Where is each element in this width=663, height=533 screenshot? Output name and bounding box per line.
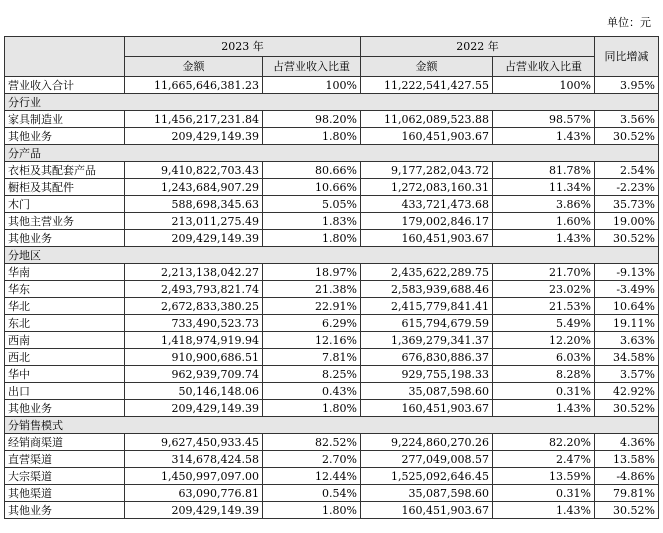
share-current: 12.44% — [263, 468, 361, 485]
row-label: 华南 — [5, 264, 125, 281]
amount-current: 209,429,149.39 — [125, 400, 263, 417]
section-title: 分地区 — [5, 247, 125, 264]
header-row-years — [5, 37, 659, 57]
yoy: 2.54% — [595, 162, 659, 179]
share-prior: 98.57% — [493, 111, 595, 128]
share-current: 82.52% — [263, 434, 361, 451]
table-row — [5, 111, 659, 128]
header-blank — [5, 37, 125, 77]
amount-current: 588,698,345.63 — [125, 196, 263, 213]
yoy: 3.57% — [595, 366, 659, 383]
amount-prior: 9,224,860,270.26 — [361, 434, 493, 451]
yoy: 10.64% — [595, 298, 659, 315]
table-row — [5, 451, 659, 468]
row-label: 其他业务 — [5, 502, 125, 519]
table-row — [5, 213, 659, 230]
amount-prior: 615,794,679.59 — [361, 315, 493, 332]
row-label: 华北 — [5, 298, 125, 315]
share-prior: 1.43% — [493, 502, 595, 519]
share-prior: 1.60% — [493, 213, 595, 230]
row-label: 其他业务 — [5, 400, 125, 417]
share-current: 1.80% — [263, 128, 361, 145]
section-fill — [125, 417, 659, 434]
section-title: 分产品 — [5, 145, 125, 162]
amount-current: 209,429,149.39 — [125, 502, 263, 519]
row-label: 西北 — [5, 349, 125, 366]
amount-prior: 35,087,598.60 — [361, 485, 493, 502]
amount-prior: 2,435,622,289.75 — [361, 264, 493, 281]
table-row — [5, 196, 659, 213]
amount-prior: 1,272,083,160.31 — [361, 179, 493, 196]
amount-prior: 35,087,598.60 — [361, 383, 493, 400]
amount-prior: 1,369,279,341.37 — [361, 332, 493, 349]
amount-prior: 433,721,473.68 — [361, 196, 493, 213]
yoy: 30.52% — [595, 128, 659, 145]
amount-current: 1,418,974,919.94 — [125, 332, 263, 349]
row-label: 大宗渠道 — [5, 468, 125, 485]
share-prior: 13.59% — [493, 468, 595, 485]
yoy: -4.86% — [595, 468, 659, 485]
share-current: 1.80% — [263, 502, 361, 519]
share-current: 8.25% — [263, 366, 361, 383]
amount-prior: 9,177,282,043.72 — [361, 162, 493, 179]
table-row — [5, 434, 659, 451]
amount-prior: 676,830,886.37 — [361, 349, 493, 366]
yoy: 30.52% — [595, 502, 659, 519]
share-current: 98.20% — [263, 111, 361, 128]
row-label: 华东 — [5, 281, 125, 298]
header-yoy: 同比增减 — [595, 37, 659, 77]
amount-prior: 160,451,903.67 — [361, 230, 493, 247]
section-header-row — [5, 247, 659, 264]
yoy: 34.58% — [595, 349, 659, 366]
amount-current: 209,429,149.39 — [125, 230, 263, 247]
amount-current: 9,410,822,703.43 — [125, 162, 263, 179]
share-prior: 1.43% — [493, 400, 595, 417]
table-row — [5, 468, 659, 485]
yoy: -3.49% — [595, 281, 659, 298]
share-prior: 6.03% — [493, 349, 595, 366]
amount-current: 733,490,523.73 — [125, 315, 263, 332]
table-row — [5, 502, 659, 519]
total-amount-current: 11,665,646,381.23 — [125, 77, 263, 94]
header-year-current: 2023 年 — [125, 37, 361, 57]
amount-current: 1,243,684,907.29 — [125, 179, 263, 196]
yoy: 79.81% — [595, 485, 659, 502]
share-prior: 81.78% — [493, 162, 595, 179]
yoy: 30.52% — [595, 400, 659, 417]
header-year-prior: 2022 年 — [361, 37, 595, 57]
share-current: 22.91% — [263, 298, 361, 315]
amount-current: 11,456,217,231.84 — [125, 111, 263, 128]
table-row — [5, 298, 659, 315]
total-share-prior: 100% — [493, 77, 595, 94]
amount-prior: 179,002,846.17 — [361, 213, 493, 230]
total-row — [5, 77, 659, 94]
share-current: 18.97% — [263, 264, 361, 281]
header-share-prior: 占营业收入比重 — [493, 57, 595, 77]
revenue-table — [4, 36, 659, 519]
amount-current: 213,011,275.49 — [125, 213, 263, 230]
yoy: 19.00% — [595, 213, 659, 230]
section-header-row — [5, 94, 659, 111]
table-row — [5, 230, 659, 247]
share-current: 12.16% — [263, 332, 361, 349]
amount-prior: 160,451,903.67 — [361, 400, 493, 417]
row-label: 其他主营业务 — [5, 213, 125, 230]
amount-prior: 929,755,198.33 — [361, 366, 493, 383]
share-prior: 82.20% — [493, 434, 595, 451]
row-label: 衣柜及其配套产品 — [5, 162, 125, 179]
share-prior: 21.70% — [493, 264, 595, 281]
row-label: 东北 — [5, 315, 125, 332]
share-prior: 1.43% — [493, 128, 595, 145]
share-prior: 1.43% — [493, 230, 595, 247]
table-row — [5, 179, 659, 196]
amount-prior: 11,062,089,523.88 — [361, 111, 493, 128]
section-title: 分销售模式 — [5, 417, 125, 434]
header-share-current: 占营业收入比重 — [263, 57, 361, 77]
share-current: 2.70% — [263, 451, 361, 468]
row-label: 家具制造业 — [5, 111, 125, 128]
total-yoy: 3.95% — [595, 77, 659, 94]
table-row — [5, 162, 659, 179]
unit-label: 单位：元 — [607, 16, 651, 29]
amount-prior: 1,525,092,646.45 — [361, 468, 493, 485]
yoy: 4.36% — [595, 434, 659, 451]
yoy: -2.23% — [595, 179, 659, 196]
header-amount-prior: 金额 — [361, 57, 493, 77]
amount-current: 314,678,424.58 — [125, 451, 263, 468]
yoy: 3.63% — [595, 332, 659, 349]
total-share-current: 100% — [263, 77, 361, 94]
share-current: 7.81% — [263, 349, 361, 366]
yoy: 35.73% — [595, 196, 659, 213]
yoy: 3.56% — [595, 111, 659, 128]
amount-current: 962,939,709.74 — [125, 366, 263, 383]
amount-prior: 160,451,903.67 — [361, 128, 493, 145]
share-prior: 21.53% — [493, 298, 595, 315]
share-current: 0.43% — [263, 383, 361, 400]
share-current: 5.05% — [263, 196, 361, 213]
share-current: 21.38% — [263, 281, 361, 298]
share-current: 0.54% — [263, 485, 361, 502]
table-row — [5, 485, 659, 502]
amount-current: 209,429,149.39 — [125, 128, 263, 145]
amount-prior: 2,583,939,688.46 — [361, 281, 493, 298]
section-header-row — [5, 417, 659, 434]
table-row — [5, 128, 659, 145]
share-current: 80.66% — [263, 162, 361, 179]
row-label: 直营渠道 — [5, 451, 125, 468]
row-label: 经销商渠道 — [5, 434, 125, 451]
row-label: 橱柜及其配件 — [5, 179, 125, 196]
section-title: 分行业 — [5, 94, 125, 111]
table-row — [5, 349, 659, 366]
yoy: 30.52% — [595, 230, 659, 247]
share-current: 1.83% — [263, 213, 361, 230]
amount-current: 2,493,793,821.74 — [125, 281, 263, 298]
yoy: -9.13% — [595, 264, 659, 281]
share-prior: 0.31% — [493, 485, 595, 502]
amount-current: 63,090,776.81 — [125, 485, 263, 502]
table-row — [5, 400, 659, 417]
row-label: 其他渠道 — [5, 485, 125, 502]
share-prior: 5.49% — [493, 315, 595, 332]
row-label: 出口 — [5, 383, 125, 400]
row-label: 西南 — [5, 332, 125, 349]
table-row — [5, 366, 659, 383]
amount-prior: 277,049,008.57 — [361, 451, 493, 468]
share-prior: 12.20% — [493, 332, 595, 349]
share-current: 6.29% — [263, 315, 361, 332]
section-fill — [125, 94, 659, 111]
table-row — [5, 264, 659, 281]
row-label: 木门 — [5, 196, 125, 213]
amount-prior: 2,415,779,841.41 — [361, 298, 493, 315]
share-prior: 0.31% — [493, 383, 595, 400]
row-label: 华中 — [5, 366, 125, 383]
amount-current: 2,213,138,042.27 — [125, 264, 263, 281]
row-label: 其他业务 — [5, 230, 125, 247]
yoy: 42.92% — [595, 383, 659, 400]
total-label: 营业收入合计 — [5, 77, 125, 94]
total-amount-prior: 11,222,541,427.55 — [361, 77, 493, 94]
amount-current: 910,900,686.51 — [125, 349, 263, 366]
amount-prior: 160,451,903.67 — [361, 502, 493, 519]
section-fill — [125, 145, 659, 162]
share-current: 1.80% — [263, 230, 361, 247]
yoy: 13.58% — [595, 451, 659, 468]
share-prior: 3.86% — [493, 196, 595, 213]
table-row — [5, 315, 659, 332]
amount-current: 50,146,148.06 — [125, 383, 263, 400]
amount-current: 9,627,450,933.45 — [125, 434, 263, 451]
yoy: 19.11% — [595, 315, 659, 332]
amount-current: 2,672,833,380.25 — [125, 298, 263, 315]
section-header-row — [5, 145, 659, 162]
share-prior: 8.28% — [493, 366, 595, 383]
share-current: 1.80% — [263, 400, 361, 417]
table-row — [5, 332, 659, 349]
section-fill — [125, 247, 659, 264]
share-prior: 11.34% — [493, 179, 595, 196]
row-label: 其他业务 — [5, 128, 125, 145]
header-amount-current: 金额 — [125, 57, 263, 77]
table-row — [5, 383, 659, 400]
share-prior: 23.02% — [493, 281, 595, 298]
share-prior: 2.47% — [493, 451, 595, 468]
amount-current: 1,450,997,097.00 — [125, 468, 263, 485]
table-row — [5, 281, 659, 298]
share-current: 10.66% — [263, 179, 361, 196]
